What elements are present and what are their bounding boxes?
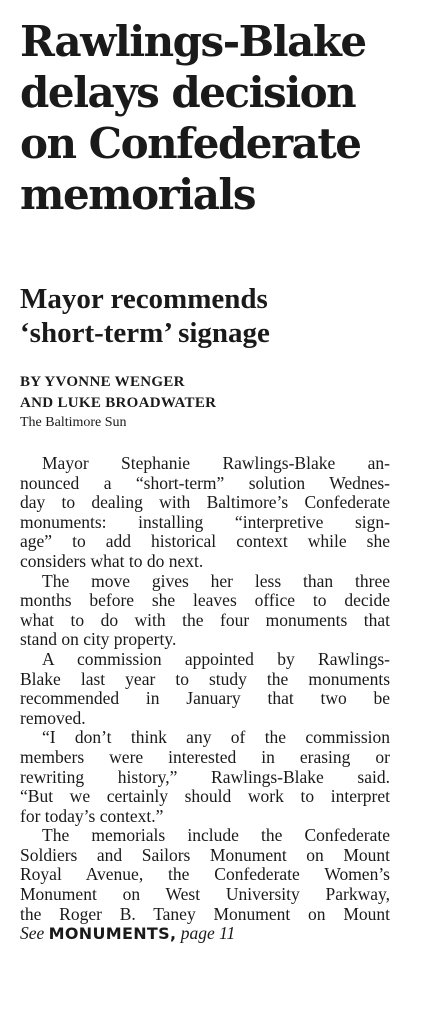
article-body — [20, 454, 390, 944]
body-line: the Roger B. Taney Monument on Mount — [20, 903, 390, 924]
continuation-line — [20, 924, 390, 944]
body-line: “But we certainly should work to interpret — [20, 786, 390, 807]
byline — [20, 372, 400, 414]
body-line: months before she leaves office to decide — [20, 590, 390, 611]
body-line: The memorials include the Confederate — [42, 825, 390, 846]
subheadline — [20, 282, 420, 350]
subheadline-line: ‘short-term’ signage — [20, 317, 270, 349]
body-line: members were interested in erasing or — [20, 746, 390, 767]
body-line: The move gives her less than three — [42, 570, 390, 591]
headline — [20, 16, 420, 220]
headline-line: delays decision — [20, 68, 356, 117]
jump-see: See — [20, 923, 45, 944]
jump-page: page 11 — [180, 923, 236, 944]
body-line: stand on city property. — [20, 629, 177, 650]
body-line: considers what to do next. — [20, 550, 204, 571]
body-line: recommended in January that two be — [20, 688, 390, 709]
body-line: what to do with the four monuments that — [20, 609, 390, 630]
body-line: removed. — [20, 707, 86, 728]
byline-affiliation: The Baltimore Sun — [20, 415, 127, 430]
headline-line: memorials — [20, 170, 256, 219]
body-line: age” to add historical context while she — [20, 531, 390, 552]
headline-line: Rawlings-Blake — [20, 17, 366, 66]
byline-line: BY YVONNE WENGER — [20, 374, 185, 390]
body-line: Mayor Stephanie Rawlings-Blake an- — [42, 453, 390, 473]
body-line: Royal Avenue, the Confederate Women’s — [20, 864, 390, 885]
headline-line: on Confederate — [20, 119, 361, 168]
body-line: Monument on West University Parkway, — [20, 884, 390, 905]
jump-keyword: MONUMENTS, — [48, 924, 177, 944]
body-line: A commission appointed by Rawlings- — [42, 648, 390, 669]
body-line: monuments: installing “interpretive sign- — [20, 511, 390, 532]
body-line: day to dealing with Baltimore’s Confederate — [20, 492, 390, 513]
body-line: “I don’t think any of the commission — [42, 727, 390, 748]
body-line: Soldiers and Sailors Monument on Mount — [20, 844, 390, 865]
body-line: nounced a “short-term” solution Wednes- — [20, 472, 390, 493]
body-line: Blake last year to study the monuments — [20, 668, 390, 689]
body-line: for today’s context.” — [20, 805, 164, 826]
body-line: rewriting history,” Rawlings-Blake said. — [20, 766, 390, 787]
subheadline-line: Mayor recommends — [20, 283, 268, 315]
byline-line: AND LUKE BROADWATER — [20, 395, 217, 411]
